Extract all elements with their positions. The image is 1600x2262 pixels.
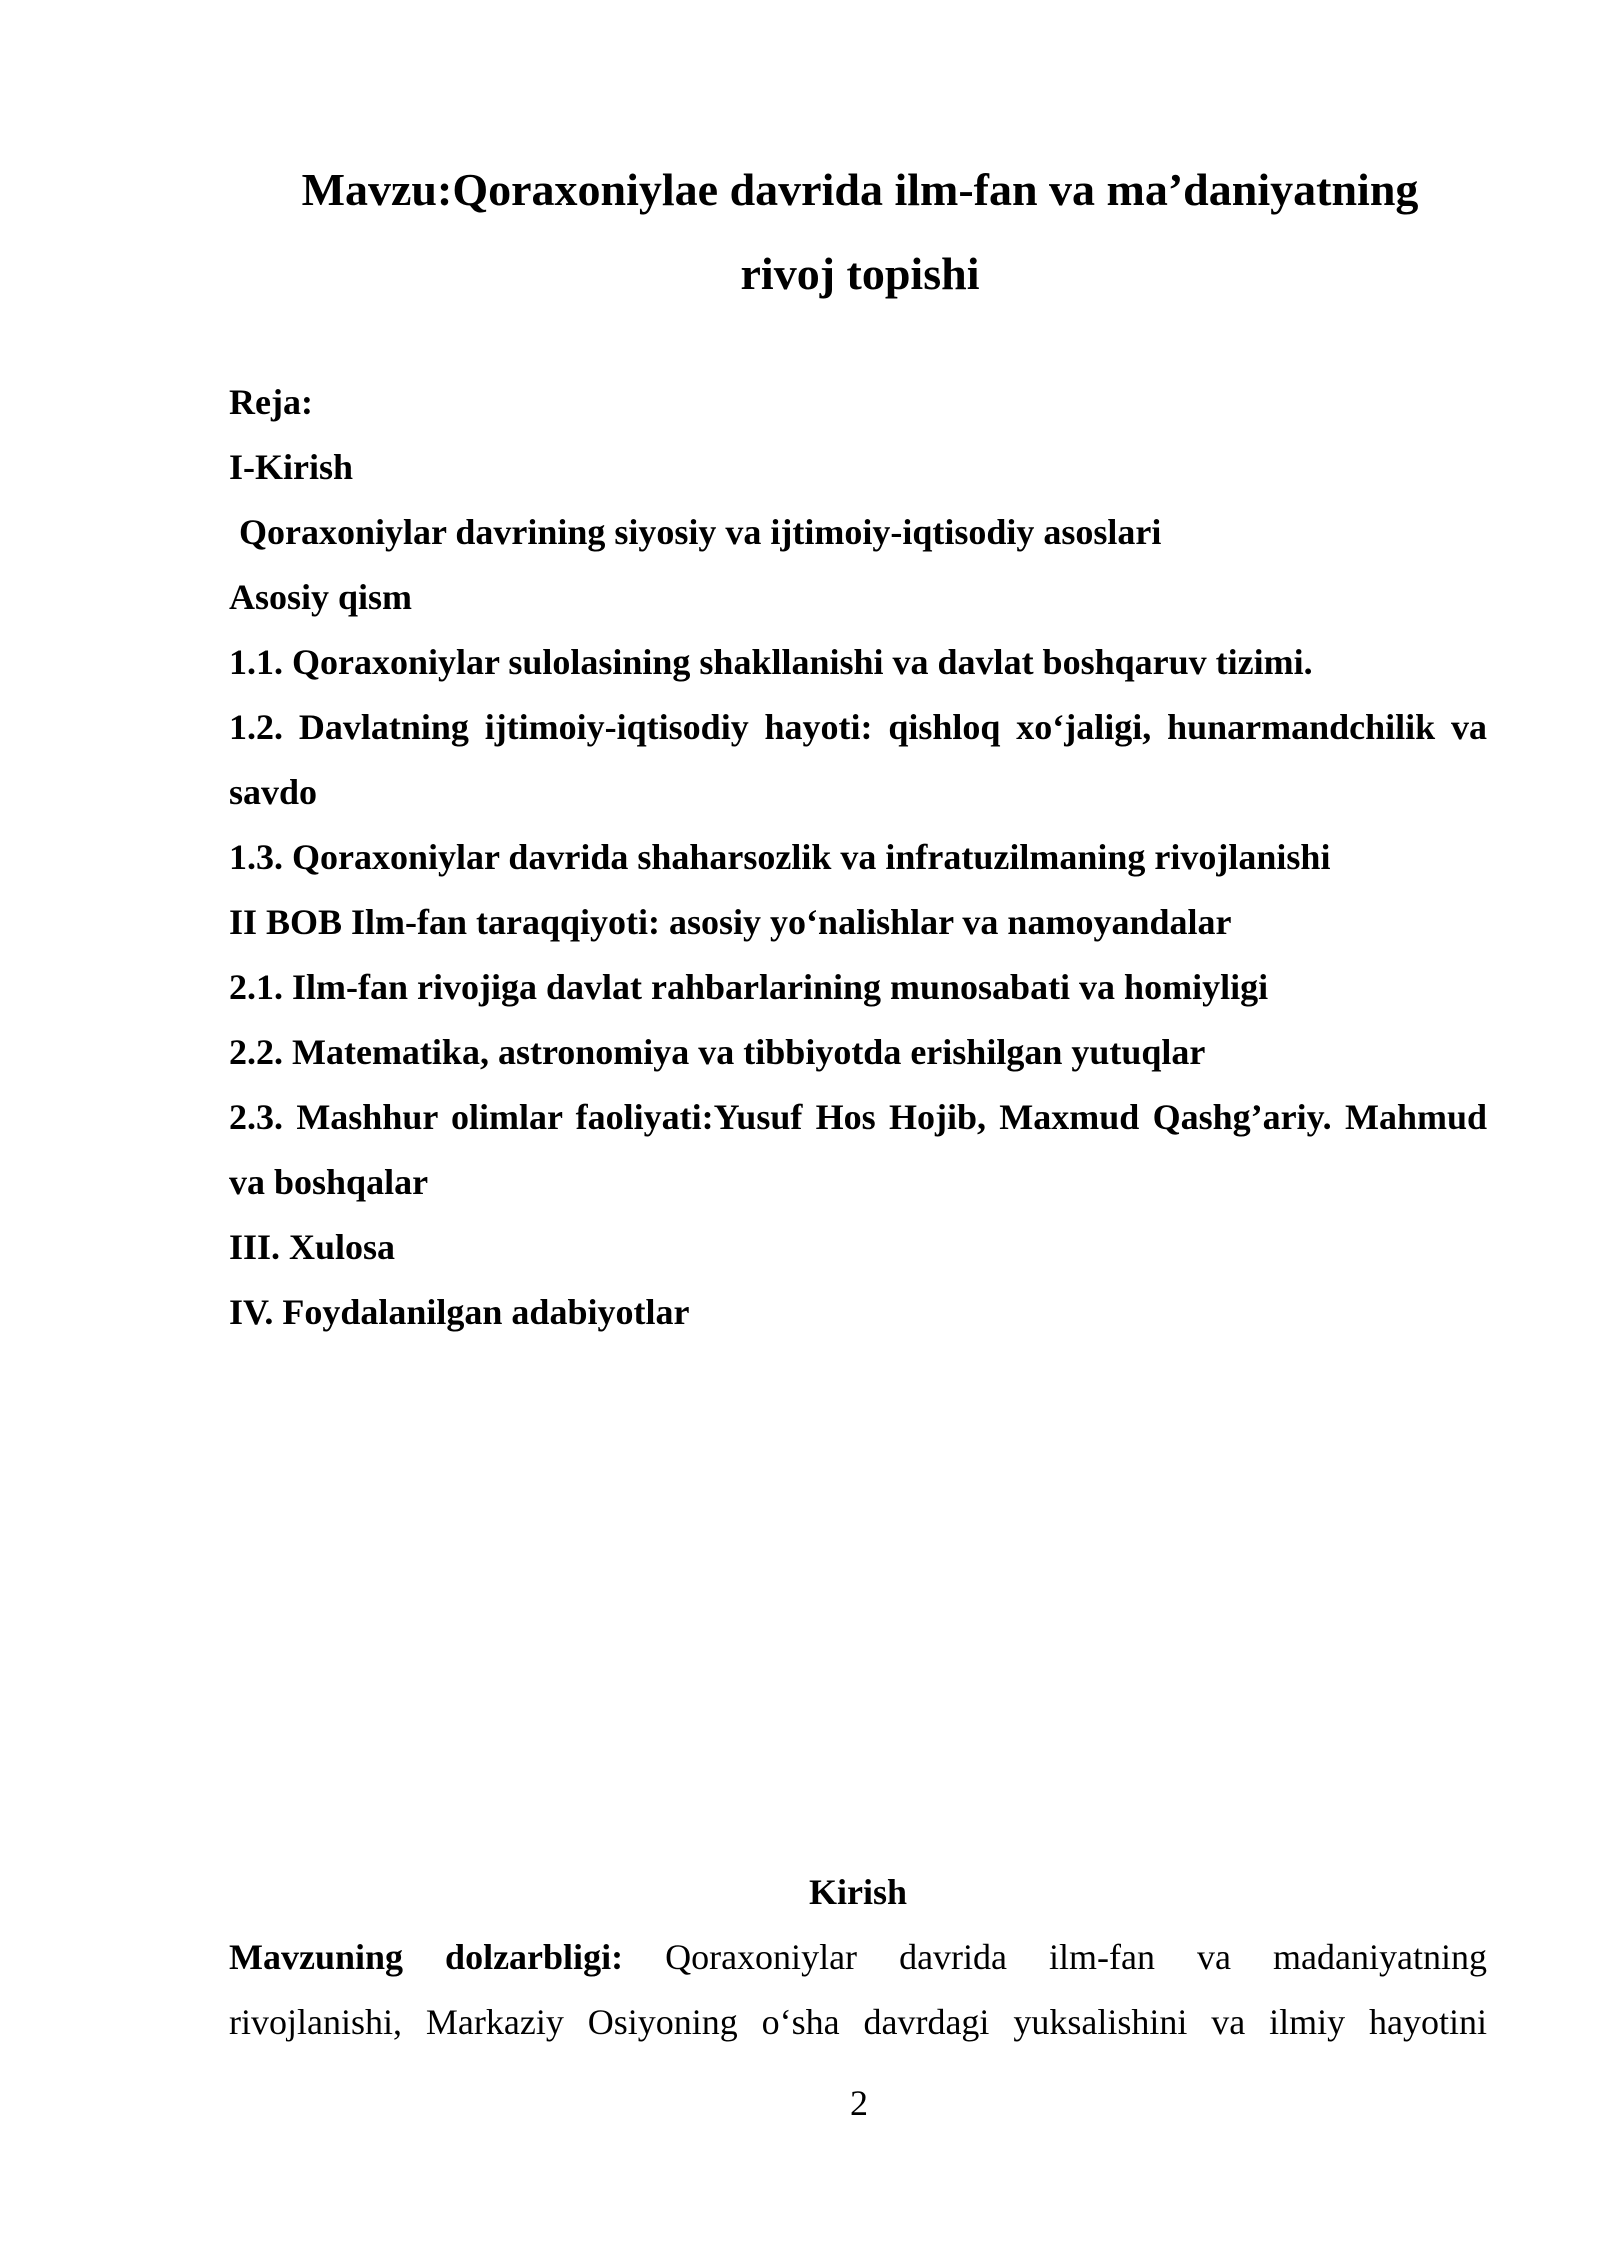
title-line-1: Mavzu:Qoraxoniylae davrida ilm-fan va ma’daniyatning	[301, 164, 1419, 215]
intro-lead: Mavzuning dolzarbligi:	[229, 1937, 624, 1977]
intro-paragraph	[229, 1925, 1487, 2055]
plan-item: 1.1. Qoraxoniylar sulolasining shakllanishi va davlat boshqaruv tizimi.	[229, 642, 1313, 682]
plan-item: 2.3. Mashhur olimlar faoliyati:Yusuf Hos Hojib, Maxmud Qashg’ariy. Mahmud va boshqalar	[229, 1097, 1487, 1202]
plan-item: III. Xulosa	[229, 1227, 396, 1267]
plan-item: 2.2. Matematika, astronomiya va tibbiyotda erishilgan yutuqlar	[229, 1032, 1206, 1072]
plan-item: IV. Foydalanilgan adabiyotlar	[229, 1292, 690, 1332]
intro-line-1	[229, 1925, 1487, 1990]
plan-item	[229, 500, 1487, 565]
title-line-2: rivoj topishi	[740, 248, 980, 299]
plan-heading: Reja:	[229, 382, 313, 422]
document-title	[230, 148, 1490, 316]
intro-line-2: rivojlanishi, Markaziy Osiyoning o‘sha davrdagi yuksalishini va ilmiy hayotini	[229, 2002, 1487, 2042]
plan-item: II BOB Ilm-fan taraqqiyoti: asosiy yo‘nalishlar va namoyandalar	[229, 902, 1232, 942]
plan-item-text: Qoraxoniylar davrining siyosiy va ijtimoiy-iqtisodiy asoslari	[239, 512, 1162, 552]
plan-item: 2.1. Ilm-fan rivojiga davlat rahbarlarining munosabati va homiyligi	[229, 967, 1269, 1007]
plan-item: I-Kirish	[229, 447, 354, 487]
plan-item: 1.2. Davlatning ijtimoiy-iqtisodiy hayoti: qishloq xo‘jaligi, hunarmandchilik va savdo	[229, 707, 1487, 812]
section-heading-kirish: Kirish	[808, 1872, 907, 1912]
page-number: 2	[850, 2083, 868, 2123]
plan-item: Asosiy qism	[229, 577, 413, 617]
plan-item: 1.3. Qoraxoniylar davrida shaharsozlik va infratuzilmaning rivojlanishi	[229, 837, 1331, 877]
plan-section	[229, 370, 1487, 1345]
intro-line-1-rest: Qoraxoniylar davrida ilm-fan va madaniyatning	[623, 1937, 1487, 1977]
